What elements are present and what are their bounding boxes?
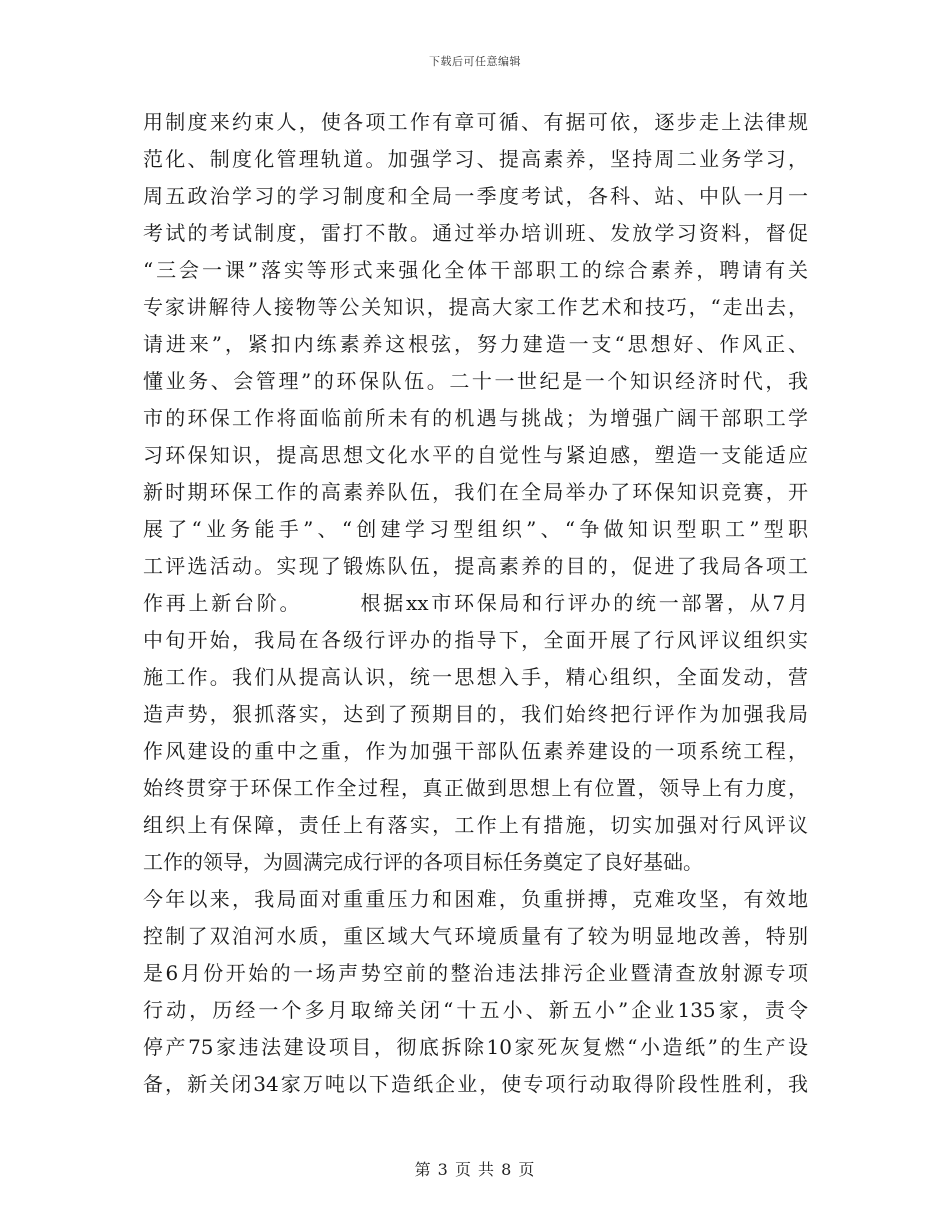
document-body xyxy=(143,104,808,1103)
page-header: 下载后可任意编辑 xyxy=(429,55,521,68)
body-line-15: 中旬开始，我局在各级行评办的指导下，全面开展了行风评议组织实 xyxy=(143,628,808,652)
body-line-9: 市的环保工作将面临前所未有的机遇与挑战；为增强广阔干部职工学 xyxy=(143,406,808,430)
body-line-13: 工评选活动。实现了锻炼队伍，提高素养的目的，促进了我局各项工 xyxy=(143,554,808,578)
body-line-4: 考试的考试制度，雷打不散。通过举办培训班、发放学习资料，督促 xyxy=(143,221,808,245)
body-line-3: 周五政治学习的学习制度和全局一季度考试，各科、站、中队一月一 xyxy=(143,184,808,208)
body-line-19: 始终贯穿于环保工作全过程，真正做到思想上有位置，领导上有力度， xyxy=(143,776,808,800)
body-line-22: 今年以来，我局面对重重压力和困难，负重拼搏，克难攻坚，有效地 xyxy=(143,887,808,911)
body-line-17: 造声势，狠抓落实，达到了预期目的，我们始终把行评作为加强我局 xyxy=(143,702,808,726)
body-line-10: 习环保知识，提高思想文化水平的自觉性与紧迫感，塑造一支能适应 xyxy=(143,443,808,467)
body-line-1: 用制度来约束人，使各项工作有章可循、有据可依，逐步走上法律规 xyxy=(143,110,808,134)
body-line-6: 专家讲解待人接物等公关知识，提高大家工作艺术和技巧，“走出去， xyxy=(143,295,808,319)
body-line-11: 新时期环保工作的高素养队伍，我们在全局举办了环保知识竞赛，开 xyxy=(143,480,808,504)
body-line-25: 行动，历经一个多月取缔关闭“十五小、新五小”企业135家，责令 xyxy=(143,998,808,1022)
body-line-24: 是6月份开始的一场声势空前的整治违法排污企业暨清查放射源专项 xyxy=(143,961,808,985)
body-line-7: 请进来”，紧扣内练素养这根弦，努力建造一支“思想好、作风正、 xyxy=(143,332,808,356)
body-line-27: 备，新关闭34家万吨以下造纸企业，使专项行动取得阶段性胜利，我 xyxy=(143,1072,808,1096)
body-line-12: 展了“业务能手”、“创建学习型组织”、“争做知识型职工”型职 xyxy=(143,517,808,541)
body-line-8: 懂业务、会管理”的环保队伍。二十一世纪是一个知识经济时代，我 xyxy=(143,369,808,393)
page-footer: 第 3 页 共 8 页 xyxy=(414,1160,536,1179)
body-line-23: 控制了双洎河水质，重区域大气环境质量有了较为明显地改善，特别 xyxy=(143,924,808,948)
body-line-16: 施工作。我们从提高认识，统一思想入手，精心组织，全面发动，营 xyxy=(143,665,808,689)
body-line-20: 组织上有保障，责任上有落实，工作上有措施，切实加强对行风评议 xyxy=(143,813,808,837)
body-line-18: 作风建设的重中之重，作为加强干部队伍素养建设的一项系统工程， xyxy=(143,739,808,763)
body-line-2: 范化、制度化管理轨道。加强学习、提高素养，坚持周二业务学习， xyxy=(143,147,808,171)
body-line-21: 工作的领导，为圆满完成行评的各项目标任务奠定了良好基础。 xyxy=(143,850,703,874)
body-line-5: “三会一课”落实等形式来强化全体干部职工的综合素养，聘请有关 xyxy=(143,258,808,282)
body-line-26: 停产75家违法建设项目，彻底拆除10家死灰复燃“小造纸”的生产设 xyxy=(143,1035,808,1059)
body-line-14: 作再上新台阶。 根据xx市环保局和行评办的统一部署，从7月 xyxy=(143,591,808,615)
